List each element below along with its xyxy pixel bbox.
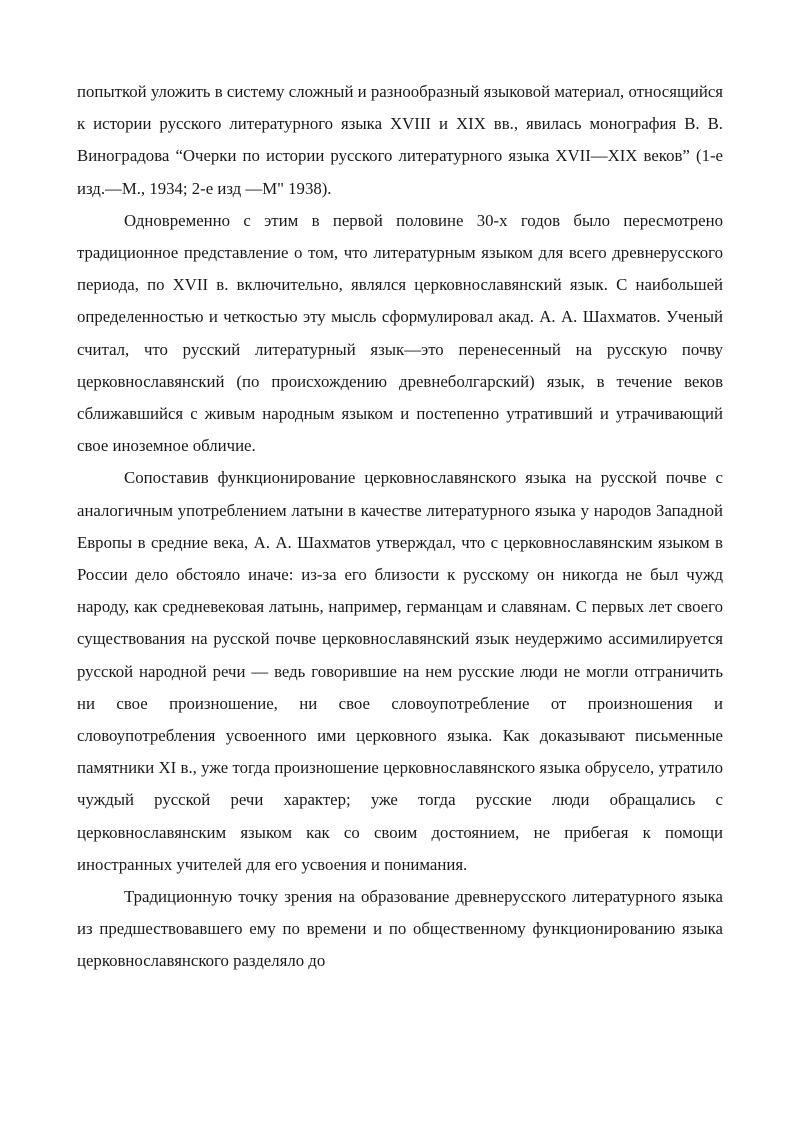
paragraph-3: Сопоставив функционирование церковнославянского языка на русской почве с аналогичным употреблением латыни в качестве литературного языка у народов Западной Европы в средние века, А. А. Шахматов утверждал, что с церковнославянским языком в России дело обстояло иначе: из-за его близости к русскому он никогда не был чужд народу, как средневековая латынь, например, германцам и славянам. С первых лет своего существования на русской почве церковнославянский язык неудержимо ассимилируется русской народной речи — ведь говорившие на нем русские люди не могли отграничить ни свое произношение, ни свое словоупотребление от произношения и словоупотребления усвоенного ими церковного языка. Как доказывают письменные памятники XI в., уже тогда произношение церковнославянского языка обрусело, утратило чуждый русской речи характер; уже тогда русские люди обращались с церковнославянским языком как со своим достоянием, не прибегая к помощи иностранных учителей для его усвоения и понимания. <box>77 468 723 874</box>
paragraph-4: Традиционную точку зрения на образование древнерусского литературного языка из предшествовавшего ему по времени и по общественному функционированию языка церковнославянского разделяло до <box>77 887 723 971</box>
paragraph-2: Одновременно с этим в первой половине 30-х годов было пересмотрено традиционное представление о том, что литературным языком для всего древнерусского периода, по XVII в. включительно, являлся церковнославянский язык. С наибольшей определенностью и четкостью эту мысль сформулировал акад. А. А. Шахматов. Ученый считал, что русский литературный язык—это перенесенный на русскую почву церковнославянский (по происхождению древнеболгарский) язык, в течение веков сближавшийся с живым народным языком и постепенно утративший и утрачивающий свое иноземное обличие. <box>77 210 723 456</box>
paragraph-1: попыткой уложить в систему сложный и разнообразный языковой материал, относящийся к истории русского литературного языка XVIII и XIX вв., явилась монография В. В. Виноградова “Очерки по истории русского литературного языка XVII—XIX веков” (1-е изд.—М., 1934; 2-е изд —М" 1938). <box>77 82 723 198</box>
document-body <box>77 76 723 978</box>
